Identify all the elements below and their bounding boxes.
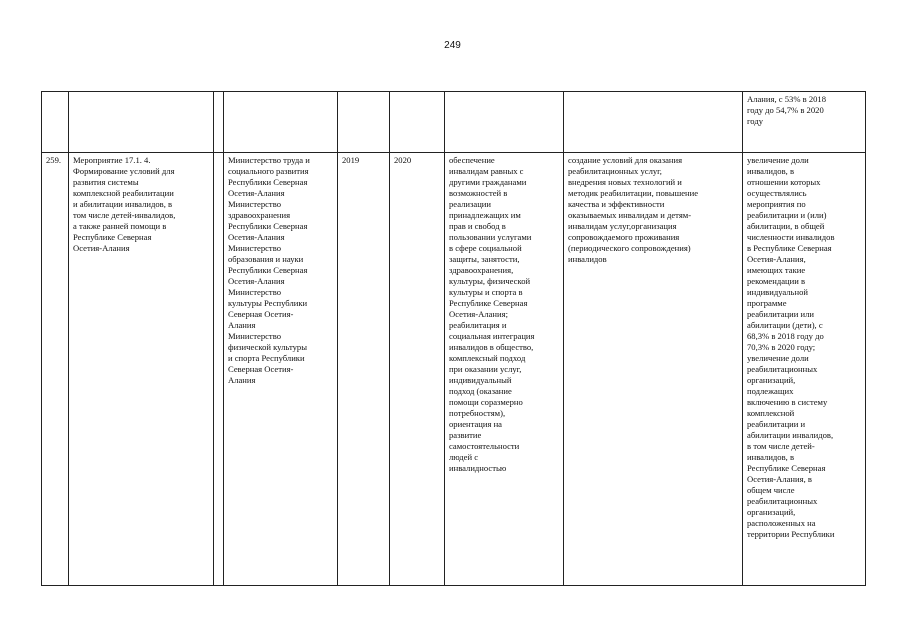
cell-end-year: 2020 bbox=[390, 153, 445, 586]
cell-result: создание условий для оказания реабилитационных услуг, внедрения новых технологий и методик реабилитации, повышение качества и эффективности оказываемых инвалидам и детям- инвалидам услуг,организация сопровождаемого проживания (периодического сопровождения) инвалидов bbox=[564, 153, 743, 586]
cell-end-year bbox=[390, 92, 445, 153]
cell-indicator: увеличение доли инвалидов, в отношении которых осуществлялись мероприятия по реабилитации и (или) абилитации, в общей численности инвалидов в Республике Северная Осетия-Алания, имеющих такие рекомендации в индивидуальной программе реабилитации или абилитации (дети), с 68,3% в 2018 году до 70,3% в 2020 году; увеличение доли реабилитационных организаций, подлежащих включению в систему комплексной реабилитации и абилитации инвалидов, в том числе детей- инвалидов, в Республике Северная Осетия-Алания, в общем числе реабилитационных организаций, расположенных на территории Республики bbox=[743, 153, 866, 586]
table-row bbox=[42, 153, 866, 586]
cell-number: 259. bbox=[42, 153, 69, 586]
table-row-previous bbox=[42, 92, 866, 153]
cell-event bbox=[69, 92, 214, 153]
cell-spacer bbox=[214, 92, 224, 153]
cell-event: Мероприятие 17.1. 4. Формирование условий для развития системы комплексной реабилитации и абилитации инвалидов, в том числе детей-инвалидов, а также ранней помощи в Республике Северная Осетия-Алания bbox=[69, 153, 214, 586]
page-number: 249 bbox=[444, 40, 461, 51]
cell-start-year: 2019 bbox=[338, 153, 390, 586]
cell-goal bbox=[445, 92, 564, 153]
cell-indicator: Алания, с 53% в 2018 году до 54,7% в 2020 году bbox=[743, 92, 866, 153]
cell-executors: Министерство труда и социального развития Республики Северная Осетия-Алания Министерство здравоохранения Республики Северная Осетия-Алания Министерство образования и науки Республики Северная Осетия-Алания Министерство культуры Республики Северная Осетия- Алания Министерство физической культуры и спорта Республики Северная Осетия- Алания bbox=[224, 153, 338, 586]
cell-spacer bbox=[214, 153, 224, 586]
cell-executors bbox=[224, 92, 338, 153]
cell-start-year bbox=[338, 92, 390, 153]
cell-goal: обеспечение инвалидам равных с другими гражданами возможностей в реализации принадлежащих им прав и свобод в пользовании услугами в сфере социальной защиты, занятости, здравоохранения, культуры, физической культуры и спорта в Республике Северная Осетия-Алания; реабилитация и социальная интеграция инвалидов в общество, комплексный подход при оказании услуг, индивидуальный подход (оказание помощи соразмерно потребностям), ориентация на развитие самостоятельности людей с инвалидностью bbox=[445, 153, 564, 586]
cell-result bbox=[564, 92, 743, 153]
cell-number bbox=[42, 92, 69, 153]
measures-table bbox=[41, 91, 866, 586]
